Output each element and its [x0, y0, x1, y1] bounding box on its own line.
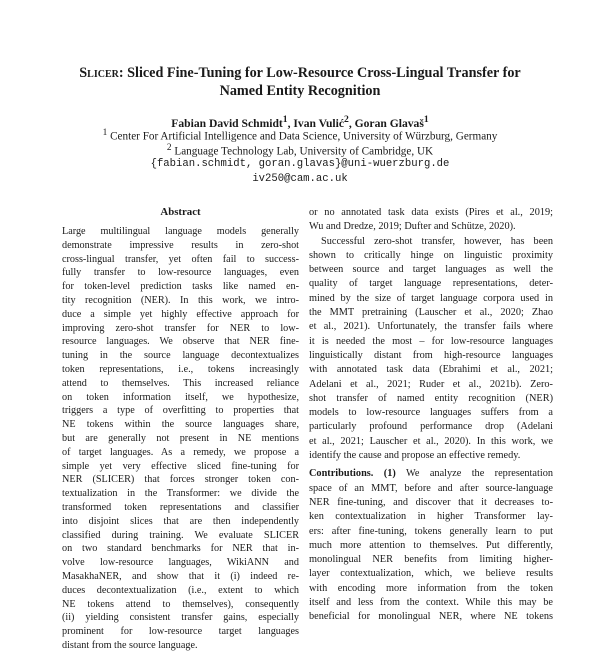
- author-1: Fabian David Schmidt: [171, 116, 283, 130]
- body-line: itself and less from the context. While this may be: [309, 597, 553, 609]
- body-line: models to low-resource languages suffers from a: [309, 407, 553, 419]
- body-line: monolingual NER benefits from limiting higher-: [309, 554, 553, 566]
- email-2: iv250@cam.ac.uk: [252, 173, 348, 185]
- body-line: with encoding more information from the token: [309, 582, 553, 594]
- abstract-line: Large multilingual language models generally: [62, 226, 299, 237]
- abstract-line: duces decontextualization (i.e., extent to which: [62, 584, 299, 596]
- body-line: NER fine-tuning, and discover that it decreases to-: [309, 496, 553, 508]
- abstract-line: NE tokens attend to themselves), consequently: [62, 598, 299, 610]
- body-line: quality of target language representations, deter-: [309, 278, 553, 290]
- paper-title: [40, 64, 560, 100]
- abstract-line: MasakhaNER, and show that it (i) indeed re-: [62, 570, 299, 582]
- abstract-line: of target languages. As a remedy, we propose a: [62, 446, 299, 458]
- abstract-line: demonstrate impressive results in zero-shot: [62, 239, 299, 251]
- abstract-line: NER (SLICER) that forces stronger token con-: [62, 474, 299, 486]
- body-line: Successful zero-shot transfer, however, has been: [321, 235, 553, 247]
- abstract-line: textualization in the Transformer: we divide the: [62, 488, 299, 500]
- intro-column: [309, 206, 553, 625]
- abstract-line: NE tokens within the source languages share,: [62, 419, 299, 431]
- abstract-line: into disjoint slices that are then independently: [62, 515, 299, 527]
- abstract-body: [62, 225, 299, 653]
- abstract-line: cross-lingual transfer, yet often fail to success-: [62, 253, 299, 265]
- email-1: {fabian.schmidt, goran.glavas}@uni-wuerzburg.de: [150, 158, 450, 170]
- abstract-line: (ii) yielding consistent transfer gains, especially: [62, 612, 299, 624]
- abstract-line: attend to themselves. This increased reliance: [62, 377, 299, 389]
- body-line: it is needed the most – for low-resource languages: [309, 335, 553, 347]
- body-line: shot transfer of named entity recognition (NER): [309, 392, 553, 404]
- body-line: linguistically distant from high-resource languages: [309, 349, 553, 361]
- intro-paragraph-1: [309, 206, 553, 235]
- body-line: layer contextualization, which, we believe results: [309, 568, 553, 580]
- body-line: ers: after fine-tuning, tokens generally learn to put: [309, 525, 553, 537]
- method-name: Slicer: [79, 65, 119, 81]
- author-3: Goran Glavaš: [354, 116, 424, 130]
- abstract-line: on two standard benchmarks for NER that in-: [62, 543, 299, 555]
- body-line: Adelani et al., 2021; Ruder et al., 2021b). Zero-: [309, 378, 553, 390]
- abstract-line: volve low-resource languages, WikiANN and: [62, 557, 299, 569]
- abstract-line: improving zero-shot transfer for NER to low-: [62, 322, 299, 334]
- abstract-line: transformed token representations and classifier: [62, 501, 299, 513]
- affiliation-1: $^1$ Center For Artificial Intelligence and Data Science, University of Würzburg, Germany: [102, 128, 498, 143]
- body-line: the MMT pretraining (Lauscher et al., 2020; Zhao: [309, 307, 553, 319]
- body-line: beneficial for monolingual NER, where NE tokens: [309, 611, 553, 623]
- author-2: Ivan Vulić: [293, 116, 344, 130]
- contributions-label: Contributions. (1): [309, 468, 396, 480]
- body-line: much more attention to themselves. Put differently,: [309, 539, 553, 551]
- abstract-line: distant from the source language.: [62, 639, 198, 651]
- title-line-1: Slicer: Sliced Fine-Tuning for Low-Resource Cross-Lingual Transfer for: [79, 65, 521, 81]
- abstract-line: token representations, i.e., tokens increasingly: [62, 363, 299, 375]
- abstract-line: resource languages. We observe that NER fine-: [62, 336, 299, 348]
- title-line-2: Named Entity Recognition: [219, 83, 381, 99]
- abstract-line: on token information itself, we hypothesize,: [62, 391, 299, 403]
- body-line: Contributions. (1) We analyze the representation: [309, 468, 553, 480]
- abstract-line: for token-level prediction tasks like named en-: [62, 281, 299, 293]
- abstract-line: prominent for low-resource target languages: [62, 626, 299, 638]
- body-line: shown to critically hinge on linguistic proximity: [309, 249, 553, 261]
- body-line: particularly profound performance drop (Adelani: [309, 421, 553, 433]
- abstract-line: classified during training. We evaluate SLICER: [62, 529, 299, 541]
- body-line: identify the cause and propose an effective remedy.: [309, 450, 521, 462]
- abstract-line: duce a simple yet highly effective approach for: [62, 308, 299, 320]
- intro-paragraph-3: [309, 467, 553, 624]
- body-line: mined by the size of target language corpora used in: [309, 292, 553, 304]
- intro-paragraph-2: [309, 235, 553, 464]
- abstract-line: tuning in the source language decontextualizes: [62, 350, 299, 362]
- body-line: ken contextualization in higher Transformer lay-: [309, 511, 553, 523]
- body-line: et al., 2021; Lauscher et al., 2020). In this work, we: [309, 435, 553, 447]
- abstract-line: but are generally not present in NE mentions: [62, 432, 299, 444]
- abstract-line: tity recognition (NER). In this work, we intro-: [62, 294, 299, 306]
- author-list: Fabian David Schmidt$^1$, Ivan Vulić$^2$, Goran Glavaš$^1$: [171, 114, 429, 130]
- abstract-line: triggers a type of overfitting to properties that: [62, 405, 299, 417]
- body-line: et al., 2021). Unfortunately, the transfer fails where: [309, 321, 553, 333]
- body-line: with annotated task data (Ebrahimi et al., 2021;: [309, 364, 553, 376]
- body-line: Wu and Dredze, 2019; Dufter and Schütze, 2020).: [309, 221, 516, 233]
- body-line: space of an MMT, before and after source-language: [309, 482, 553, 494]
- abstract-line: fully transfer to low-resource languages, even: [62, 267, 299, 279]
- abstract-heading: Abstract: [160, 206, 201, 218]
- body-line: or no annotated task data exists (Pires et al., 2019;: [309, 207, 553, 218]
- body-line: between source and target languages as well the: [309, 264, 553, 276]
- affiliation-2: $^2$ Language Technology Lab, University of Cambridge, UK: [166, 143, 434, 158]
- abstract-line: simple yet very effective sliced fine-tuning for: [62, 460, 299, 472]
